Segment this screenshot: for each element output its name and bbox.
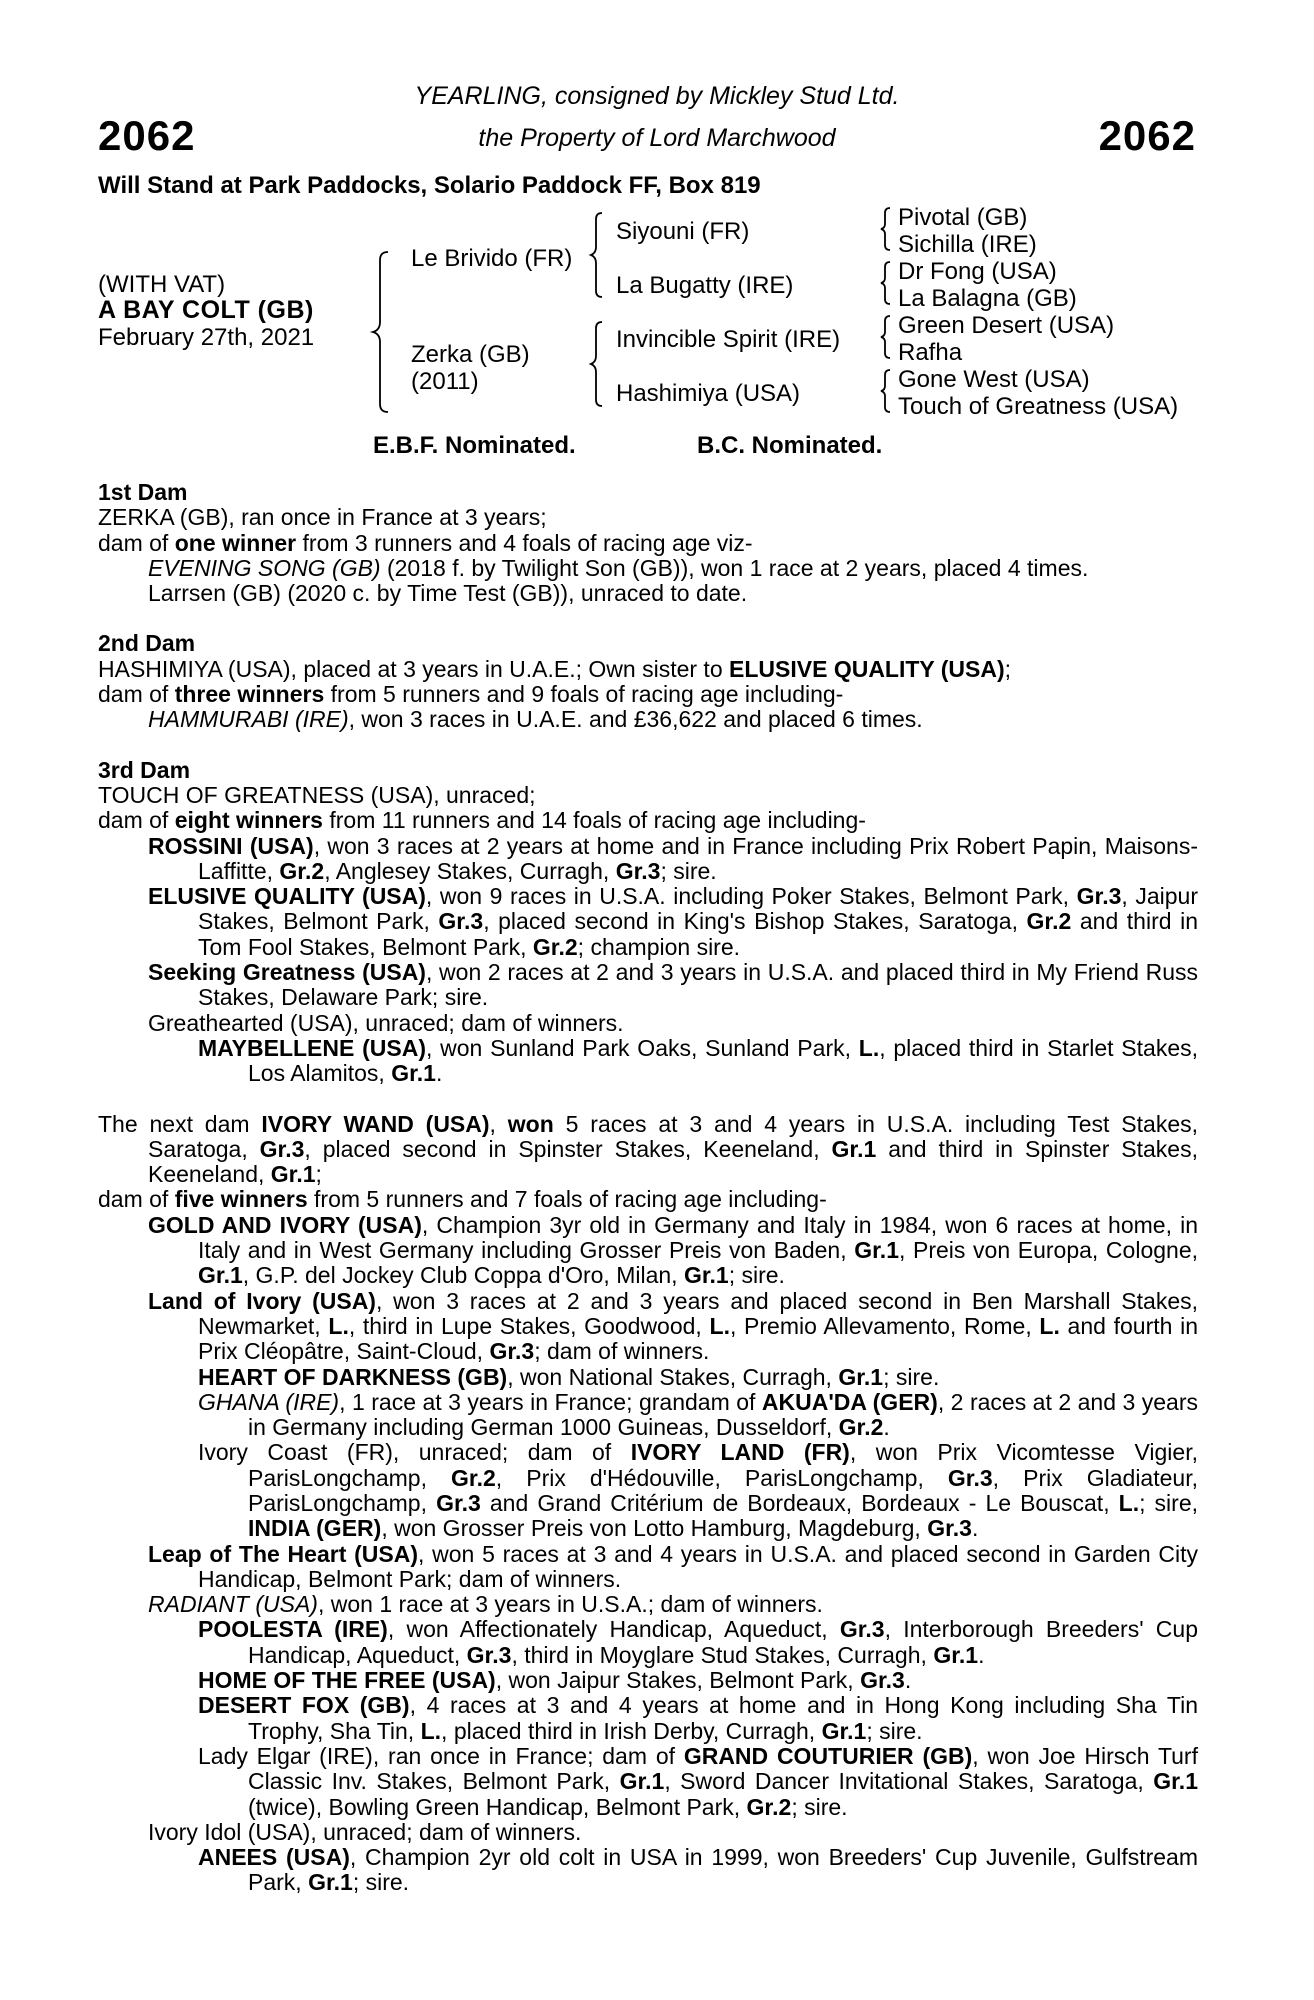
produce-greathearted: Greathearted (USA), unraced; dam of winners. [148, 1009, 624, 1036]
produce-larrsen: Larrsen (GB) (2020 c. by Time Test (GB)), unraced to date. [148, 580, 748, 607]
produce-ivory-coast: Ivory Coast (FR), unraced; dam of IVORY LAND (FR), won Prix Vicomtesse Vigier, ParisLongchamp, Gr.2, Prix d'Hédouville, ParisLongchamp, Gr.3, Prix Gladiateur, ParisLongchamp, Gr.3 and Grand Critérium de Bordeaux, Bordeaux - Le Bouscat, L.; sire, INDIA (GER), won Grosser Preis von Lotto Hamburg, Magdeburg, Gr.3. [198, 1439, 1198, 1542]
pedigree-braces [0, 0, 1314, 430]
produce-ghana: GHANA (IRE), 1 race at 3 years in France; grandam of AKUA'DA (GER), 2 races at 2 and 3 years in Germany including German 1000 Guineas, Dusseldorf, Gr.2. [198, 1388, 1198, 1441]
ggp-4: La Balagna (GB) [898, 285, 1077, 312]
produce-maybellene: MAYBELLENE (USA), won Sunland Park Oaks, Sunland Park, L., placed third in Starlet Stakes, Los Alamitos, Gr.1. [198, 1034, 1199, 1087]
second-dam-text: HASHIMIYA (USA), placed at 3 years in U.A.E.; Own sister to ELUSIVE QUALITY (USA); [98, 655, 1012, 682]
third-dam-heading: 3rd Dam [98, 756, 191, 783]
horse-dob: February 27th, 2021 [98, 324, 315, 351]
produce-gold-and-ivory: GOLD AND IVORY (USA), Champion 3yr old in Germany and Italy in 1984, won 6 races at home, in Italy and in West Germany including Grosser Preis von Baden, Gr.1, Preis von Europa, Cologne, Gr.1, G.P. del Jockey Club Coppa d'Oro, Milan, Gr.1; sire. [148, 1211, 1198, 1289]
ggp-5: Green Desert (USA) [898, 312, 1115, 339]
first-dam-text: ZERKA (GB), ran once in France at 3 years; [98, 504, 547, 531]
sire-dam: La Bugatty (IRE) [616, 272, 794, 299]
ggp-2: Sichilla (IRE) [898, 231, 1037, 258]
dam-dam: Hashimiya (USA) [616, 380, 801, 407]
third-dam-text: TOUCH OF GREATNESS (USA), unraced; [98, 781, 536, 808]
next-dam-text: The next dam IVORY WAND (USA), won 5 races at 3 and 4 years in U.S.A. including Test Stakes, Saratoga, Gr.3, placed second in Spinster Stakes, Keeneland, Gr.1 and third in Spinster Stakes, Keeneland, Gr.1; [98, 1110, 1199, 1188]
produce-desert-fox: DESERT FOX (GB), 4 races at 3 and 4 years at home and in Hong Kong including Sha Tin Trophy, Sha Tin, L., placed third in Irish Derby, Curragh, Gr.1; sire. [198, 1692, 1199, 1744]
produce-heart-of-darkness: HEART OF DARKNESS (GB), won National Stakes, Curragh, Gr.1; sire. [198, 1363, 940, 1390]
ggp-1: Pivotal (GB) [898, 204, 1028, 231]
produce-home-of-the-free: HOME OF THE FREE (USA), won Jaipur Stakes, Belmont Park, Gr.3. [198, 1667, 912, 1694]
first-dam-heading: 1st Dam [98, 479, 188, 505]
third-dam-produce: dam of eight winners from 11 runners and 14 foals of racing age including- [98, 807, 866, 834]
produce-seeking-greatness: Seeking Greatness (USA), won 2 races at 2 and 3 years in U.S.A. and placed third in My Friend Russ Stakes, Delaware Park; sire. [148, 959, 1199, 1011]
standing-location: Will Stand at Park Paddocks, Solario Paddock FF, Box 819 [98, 172, 761, 199]
produce-hammurabi: HAMMURABI (IRE), won 3 races in U.A.E. and £36,622 and placed 6 times. [148, 706, 923, 733]
lot-number-right: 2062 [1098, 112, 1196, 159]
produce-anees: ANEES (USA), Champion 2yr old colt in USA in 1999, won Breeders' Cup Juvenile, Gulfstream Park, Gr.1; sire. [198, 1844, 1198, 1896]
ggp-7: Gone West (USA) [898, 366, 1090, 393]
produce-lady-elgar: Lady Elgar (IRE), ran once in France; dam of GRAND COUTURIER (GB), won Joe Hirsch Turf Classic Inv. Stakes, Belmont Park, Gr.1, Sword Dancer Invitational Stakes, Saratoga, Gr.1 (twice), Bowling Green Handicap, Belmont Park, Gr.2; sire. [198, 1742, 1198, 1820]
catalogue-body [98, 480, 1198, 1896]
property-line: the Property of Lord Marchwood [478, 124, 836, 152]
produce-land-of-ivory: Land of Ivory (USA), won 3 races at 2 and 3 years and placed second in Ben Marshall Stakes, Newmarket, L., third in Lupe Stakes, Goodwood, L., Premio Allevamento, Rome, L. and fourth in Prix Cléopâtre, Saint-Cloud, Gr.3; dam of winners. [148, 1287, 1199, 1365]
horse-name: A BAY COLT (GB) [98, 296, 314, 324]
dam-sire: Invincible Spirit (IRE) [616, 326, 841, 353]
produce-leap-of-the-heart: Leap of The Heart (USA), won 5 races at 3 and 4 years in U.S.A. and placed second in Garden City Handicap, Belmont Park; dam of winners. [148, 1540, 1198, 1592]
ggp-6: Rafha [898, 339, 963, 366]
ggp-3: Dr Fong (USA) [898, 258, 1057, 285]
second-dam-heading: 2nd Dam [98, 630, 196, 657]
produce-ivory-idol: Ivory Idol (USA), unraced; dam of winners. [148, 1818, 582, 1845]
produce-rossini: ROSSINI (USA), won 3 races at 2 years at home and in France including Prix Robert Papin, Maisons-Laffitte, Gr.2, Anglesey Stakes, Curragh, Gr.3; sire. [148, 832, 1198, 884]
sire: Le Brivido (FR) [411, 245, 573, 272]
lot-number-left: 2062 [98, 112, 196, 159]
produce-poolesta: POOLESTA (IRE), won Affectionately Handicap, Aqueduct, Gr.3, Interborough Breeders' Cup Handicap, Aqueduct, Gr.3, third in Moyglare Stud Stakes, Curragh, Gr.1. [198, 1616, 1198, 1668]
bc-nominated: B.C. Nominated. [697, 432, 883, 459]
ggp-8: Touch of Greatness (USA) [898, 393, 1179, 420]
second-dam-produce: dam of three winners from 5 runners and 9 foals of racing age including- [98, 681, 844, 708]
next-dam-produce: dam of five winners from 5 runners and 7 foals of racing age including- [98, 1186, 827, 1213]
produce-elusive-quality: ELUSIVE QUALITY (USA), won 9 races in U.S.A. including Poker Stakes, Belmont Park, Gr.3, Jaipur Stakes, Belmont Park, Gr.3, placed second in King's Bishop Stakes, Saratoga, Gr.2 and third in Tom Fool Stakes, Belmont Park, Gr.2; champion sire. [148, 883, 1198, 960]
produce-evening-song: EVENING SONG (GB) (2018 f. by Twilight Son (GB)), won 1 race at 2 years, placed 4 times. [148, 554, 1089, 581]
ebf-nominated: E.B.F. Nominated. [373, 432, 576, 459]
vat-label: (WITH VAT) [98, 271, 226, 298]
dam: Zerka (GB) [411, 341, 530, 368]
produce-radiant: RADIANT (USA), won 1 race at 3 years in U.S.A.; dam of winners. [148, 1591, 823, 1618]
consignor-line: YEARLING, consigned by Mickley Stud Ltd. [414, 82, 900, 110]
first-dam-produce: dam of one winner from 3 runners and 4 foals of racing age viz- [98, 529, 753, 556]
dam-year: (2011) [411, 368, 479, 395]
sire-sire: Siyouni (FR) [616, 218, 750, 245]
